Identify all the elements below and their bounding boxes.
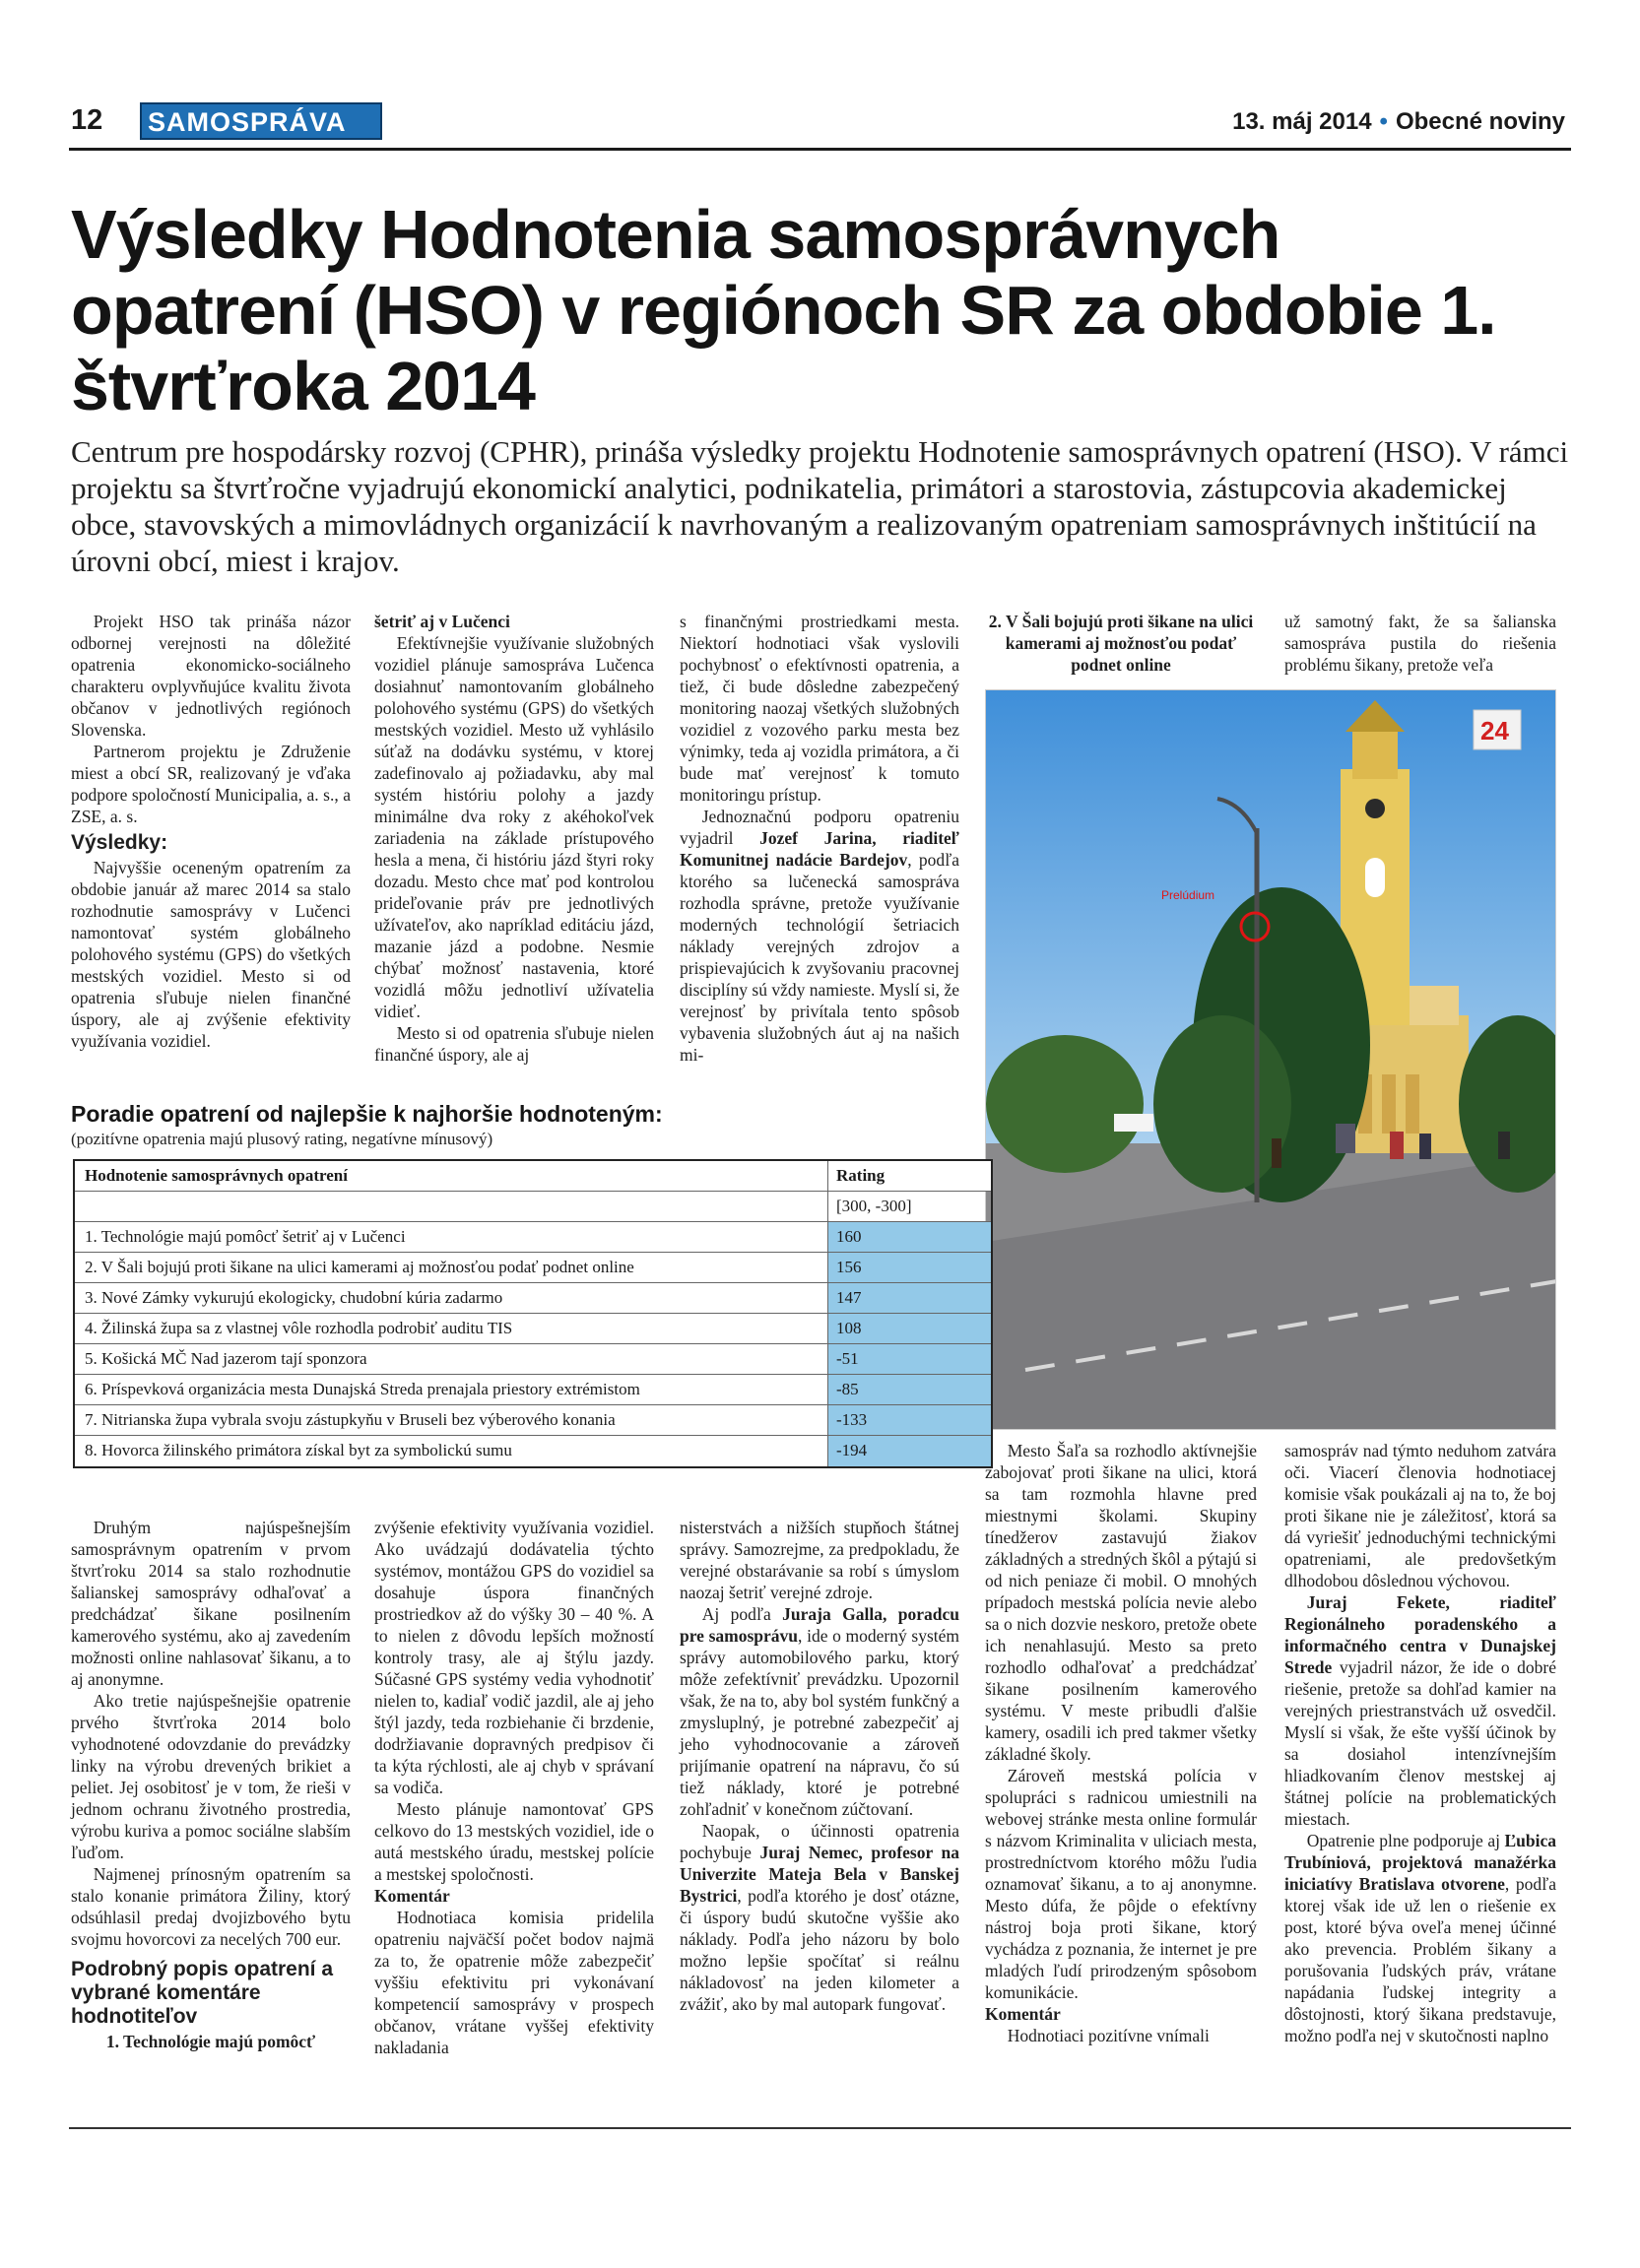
paragraph: Mesto si od opatrenia sľubuje nielen finančné úspory, ale aj — [374, 1023, 654, 1065]
paragraph: Hodnotiaca komisia pridelila opatreniu najväčší počet bodov najmä za to, že opatrenie môže zabezpečiť vyššiu efektivitu pri vykonávaní kompetencií samosprávy v prospech občanov, vrátane vyššej efektivity nakladania — [374, 1908, 654, 2057]
measure-label: 5. Košická MČ Nad jazerom tají sponzora — [75, 1344, 828, 1374]
header-rule — [69, 148, 1571, 151]
table-range-row — [75, 1192, 991, 1222]
subheading: Podrobný popis opatrení a vybrané komentáre hodnotiteľov — [71, 1958, 334, 2028]
measure-label: 2. V Šali bojujú proti šikane na ulici kamerami aj možnosťou podať podnet online — [75, 1253, 828, 1282]
paragraph: s finančnými prostriedkami mesta. Niektorí hodnotiaci však vyslovili pochybnosť o efektívnosti opatrenia, a tiež, či bude dôsledne zabezpečený monitoring naozaj všetkých služobných vozidiel z vozového parku mesta bez výnimky, teda aj vozidla primátora, a či bude mať verejnosť k tomuto monitoringu prístup. — [680, 612, 959, 805]
paragraph: Partnerom projektu je Združenie miest a obcí SR, realizovaný je vďaka podpore spoločností Municipalia, a. s., a ZSE, a. s. — [71, 742, 351, 826]
paragraph: Najvyššie oceneným opatrením za obdobie január až marec 2014 sa stalo rozhodnutie samosprávy v Lučenci namontovať systém globálneho polohového systému (GPS) do všetkých mestských vozidiel. Mesto si od opatrenia sľubuje nielen finančné úspory, ale aj zvýšenie efektivity využívania vozidiel. — [71, 858, 351, 1051]
paragraph: Druhým najúspešnejším samosprávnym opatrením v prvom štvrťroku 2014 sa stalo rozhodnutie šalianskej samosprávy odhaľovať a predchádzať šikane posilnením kamerového systému, ako aj zavedením možnosti online nahlasovať šikanu, a to aj anonymne. — [71, 1518, 351, 1689]
table-row — [75, 1405, 991, 1436]
table-row — [75, 1283, 991, 1314]
subheading: Komentár — [985, 2004, 1061, 2024]
rating-value: 108 — [828, 1314, 991, 1343]
paragraph: Jednoznačnú podporu opatreniu vyjadril Jozef Jarina, riaditeľ Komunitnej nadácie Bardejov, podľa ktorého sa lučenecká samospráva rozhodla správne, pretože využívanie moderných technológií šetriacich náklady verejných zdrojov a prispievajúcich k zvyšovaniu pracovnej disciplíny sú vždy namieste. Myslí si, že verejnosť by privítala tento spôsob vybavenia služobných áut aj na našich mi- — [680, 807, 959, 1065]
column-3 — [680, 611, 959, 1066]
paragraph: Juraj Fekete, riaditeľ Regionálneho poradenského a informačného centra v Dunajskej Strede vyjadril názor, že ide o dobré riešenie, pretože sa dohľad kamier na verejných priestranstvách už osvedčil. Myslí si však, že ešte vyšší účinok by sa dosiahol intenzívnejším hliadkovaním členov mestskej aj štátnej polície na problematických miestach. — [1284, 1592, 1556, 1829]
rating-value: -51 — [828, 1344, 991, 1374]
table-subtitle: (pozitívne opatrenia majú plusový rating, negatívne mínusový) — [71, 1130, 493, 1148]
photo-label: Prelúdium — [1161, 888, 1215, 902]
separator: • — [1379, 108, 1388, 135]
column-4-top — [985, 611, 1257, 676]
rating-value: -85 — [828, 1375, 991, 1404]
paragraph: Zároveň mestská polícia v spolupráci s radnicou umiestnili na webovej stránke mesta online formulár s názvom Kriminalita v uliciach mesta, prostredníctvom ktorého môžu ľudia oznamovať šikanu, a to aj anonymne. Mesto dúfa, že pôjde o efektívny nástroj boja proti šikane, ktorý vychádza z poznania, že internet je pre mladých ľudí prirodzeným spôsobom komunikácie. — [985, 1766, 1257, 2002]
paragraph: Opatrenie plne podporuje aj Ľubica Trubíniová, projektová manažérka iniciatívy Bratislava otvorene, podľa ktorej však ide už len o riešenie ex post, ktoré býva oveľa menej účinné ako prevencia. Problém šikany a porušovania ľudských práv, vrátane napádania ľudskej integrity a dôstojnosti, ktorý šikana predstavuje, možno podľa nej v skutočnosti naplno — [1284, 1831, 1556, 2045]
rating-value: 160 — [828, 1222, 991, 1252]
paragraph: samospráv nad týmto neduhom zatvára oči. Viacerí členovia hodnotiacej komisie však poukázali aj na to, že boj proti šikane nie je záležitosť, ktorá sa dá vyriešiť jednoduchými technickými opatreniami, ale predovšetkým dlhodobou dôslednou výchovou. — [1284, 1441, 1556, 1590]
measure-label: 4. Žilinská župa sa z vlastnej vôle rozhodla podrobiť auditu TIS — [75, 1314, 828, 1343]
paragraph: Mesto plánuje namontovať GPS celkovo do 13 mestských vozidiel, ide o autá mestského úradu, mestskej polície a mestskej spoločnosti. — [374, 1799, 654, 1884]
article-lead: Centrum pre hospodársky rozvoj (CPHR), prináša výsledky projektu Hodnotenie samosprávnych opatrení (HSO). V rámci projektu sa štvrťročne vyjadrujú ekonomickí analytici, podnikatelia, primátori a starostovia, zástupcovia akademickej obce, stavovských a mimovládnych organizácií k navrhovaným a realizovaným opatreniam samosprávnych inštitúcií na úrovni obcí, miest i krajov. — [71, 434, 1569, 578]
paragraph: Mesto Šaľa sa rozhodlo aktívnejšie zabojovať proti šikane na ulici, ktorá sa tam rozmohla hlavne pred miestnymi školami. Skupiny tínedžerov zastavujú žiakov základných a stredných škôl a pýtajú si od nich peniaze či mobil. O mnohých prípadoch mestská polícia nevie alebo sa o nich dozvie neskoro, pretože obete ich nenahlasujú. Mesto sa preto rozhodlo odhaľovať a predchádzať šikane posilnením kamerového systému. V meste pribudli ďalšie kamery, osadili ich pred takmer všetky základné školy. — [985, 1441, 1257, 1764]
rating-value: -194 — [828, 1436, 991, 1466]
table-header-rating: Rating — [828, 1161, 991, 1191]
issue-info — [1232, 108, 1565, 136]
table-row — [75, 1436, 991, 1466]
column-b1 — [71, 1517, 351, 2052]
table-row — [75, 1222, 991, 1253]
measure-label: 7. Nitrianska župa vybrala svoju zástupkyňu v Bruseli bez výberového konania — [75, 1405, 828, 1435]
paragraph: Ako tretie najúspešnejšie opatrenie prvého štvrťroka 2014 bolo vyhodnotené odovzdanie do prevádzky linky na výrobu drevených brikiet a peliet. Jej osobitosť je v tom, že rieši v jednom ochranu životného prostredia, výrobu kuriva a pomoc sociálne slabším ľuďom. — [71, 1691, 351, 1862]
paragraph: zvýšenie efektivity využívania vozidiel. Ako uvádzajú dodávatelia týchto systémov, montážou GPS do vozidiel sa dosahuje úspora finančných prostriedkov až do výšky 30 – 40 %. A to nielen z dôvodu lepších možností kontroly trasy, ale aj štýlu jazdy. Súčasné GPS systémy vedia vyhodnotiť nielen to, kadiaľ vodič jazdil, ale aj jeho štýl jazdy, teda rozbiehanie či brzdenie, dodržiavanie dopravných predpisov či ta kýta rýchlosti, ale aj chyb v správaní sa vodiča. — [374, 1518, 654, 1797]
column-b4 — [985, 1440, 1257, 2046]
paragraph: Najmenej prínosným opatrením sa stalo konanie primátora Žiliny, ktorý odsúhlasil predaj dvojizbového bytu svojmu hovorcovi za necelých 700 eur. — [71, 1864, 351, 1949]
table-row — [75, 1253, 991, 1283]
issue-date: 13. máj 2014 — [1232, 108, 1372, 135]
table-row — [75, 1314, 991, 1344]
table-title: Poradie opatrení od najlepšie k najhoršie hodnoteným: — [71, 1101, 663, 1127]
paragraph: Efektívnejšie využívanie služobných vozidiel plánuje samospráva Lučenca dosiahnuť namontovaním globálneho polohového systému (GPS) do všetkých mestských vozidiel. Mesto už vyhlásilo súťaž na dodávku systému, v ktorej zadefinovalo aj požiadavku, aby mal systém históriu polohy a jazdy minimálne dva roky z akéhokoľvek zariadenia na základe prístupového hesla a mena, či históriu jázd štyri roky dozadu. Mesto chce mať pod kontrolou prideľovanie práv pre jednotlivých užívateľov, ako napríklad editáciu jázd, mazanie jázd a podobne. Nesmie chýbať možnosť nastavenia, ktoré vozidlá môžu jednotliví užívatelia vidieť. — [374, 633, 654, 1021]
column-b3 — [680, 1517, 959, 2015]
paragraph: Aj podľa Juraja Galla, poradcu pre samosprávu, ide o moderný systém správy automobilového parku, ktorý môže zefektívniť prevádzku. Upozornil však, že na to, aby bol systém funkčný a zmysluplný, je potrebné zabezpečiť aj jeho vyhodnocovanie a zároveň prijímanie opatrení na nápravu, čo sú tiež náklady, ktoré je potrebné zohľadniť v konečnom zúčtovaní. — [680, 1604, 959, 1819]
footer-rule — [69, 2127, 1571, 2129]
column-5-top — [1284, 611, 1556, 676]
paragraph: Projekt HSO tak prináša názor odbornej verejnosti na dôležité opatrenia ekonomicko-sociálneho charakteru ovplyvňujúce kvalitu života občanov v jednotlivých regiónoch Slovenska. — [71, 612, 351, 740]
publication-name: Obecné noviny — [1395, 108, 1565, 135]
column-b2 — [374, 1517, 654, 2058]
rating-range: [300, -300] — [836, 1197, 912, 1215]
section-label: SAMOSPRÁVA — [140, 102, 382, 140]
paragraph: Hodnotiaci pozitívne vnímali — [1007, 2026, 1210, 2045]
measure-label: 6. Príspevková organizácia mesta Dunajská Streda prenajala priestory extrémistom — [75, 1375, 828, 1404]
page-number: 12 — [71, 104, 103, 136]
paragraph: nisterstvách a nižších stupňoch štátnej správy. Samozrejme, za predpokladu, že verejné obstarávanie sa robí s úmyslom naozaj šetriť verejné zdroje. — [680, 1518, 959, 1602]
table-cell — [75, 1192, 828, 1221]
subheading: Komentár — [374, 1886, 450, 1906]
paragraph: už samotný fakt, že sa šalianska samospráva pustila do riešenia problému šikany, pretože veľa — [1284, 612, 1556, 675]
subheading: šetriť aj v Lučenci — [374, 612, 510, 631]
paragraph: Naopak, o účinnosti opatrenia pochybuje Juraj Nemec, profesor na Univerzite Mateja Bela v Banskej Bystrici, podľa ktorého je dosť otázne, či úspory budú skutočne vyššie ako náklady. Podľa jeho názoru by bolo možno lepšie spočítať si reálnu nákladovosť na jeden kilometer a zvážiť, ako by mal autopark fungovať. — [680, 1821, 959, 2014]
table-row — [75, 1344, 991, 1375]
section-heading: 2. V Šali bojujú proti šikane na ulici kamerami aj možnosťou podať podnet online — [988, 612, 1254, 675]
rating-value: -133 — [828, 1405, 991, 1435]
measure-label: 3. Nové Zámky vykurujú ekologicky, chudobní kúria zadarmo — [75, 1283, 828, 1313]
subheading: Výsledky: — [71, 831, 168, 854]
table-header-row — [75, 1161, 991, 1192]
column-1 — [71, 611, 351, 1052]
article-headline: Výsledky Hodnotenia samosprávnych opatrení (HSO) v regiónoch SR za obdobie 1. štvrťroka 2014 — [71, 196, 1496, 424]
station-logo: 24 — [1480, 716, 1509, 745]
column-2 — [374, 611, 654, 1066]
rating-value: 147 — [828, 1283, 991, 1313]
rating-value: 156 — [828, 1253, 991, 1282]
section-heading: 1. Technológie majú pomôcť — [105, 2032, 316, 2051]
church-photo — [985, 689, 1556, 1430]
ranking-table — [73, 1159, 993, 1468]
measure-label: 1. Technológie majú pomôcť šetriť aj v Lučenci — [75, 1222, 828, 1252]
table-header-measure: Hodnotenie samosprávnych opatrení — [75, 1161, 828, 1191]
measure-label: 8. Hovorca žilinského primátora získal byt za symbolickú sumu — [75, 1436, 828, 1466]
column-b5 — [1284, 1440, 1556, 2046]
table-row — [75, 1375, 991, 1405]
